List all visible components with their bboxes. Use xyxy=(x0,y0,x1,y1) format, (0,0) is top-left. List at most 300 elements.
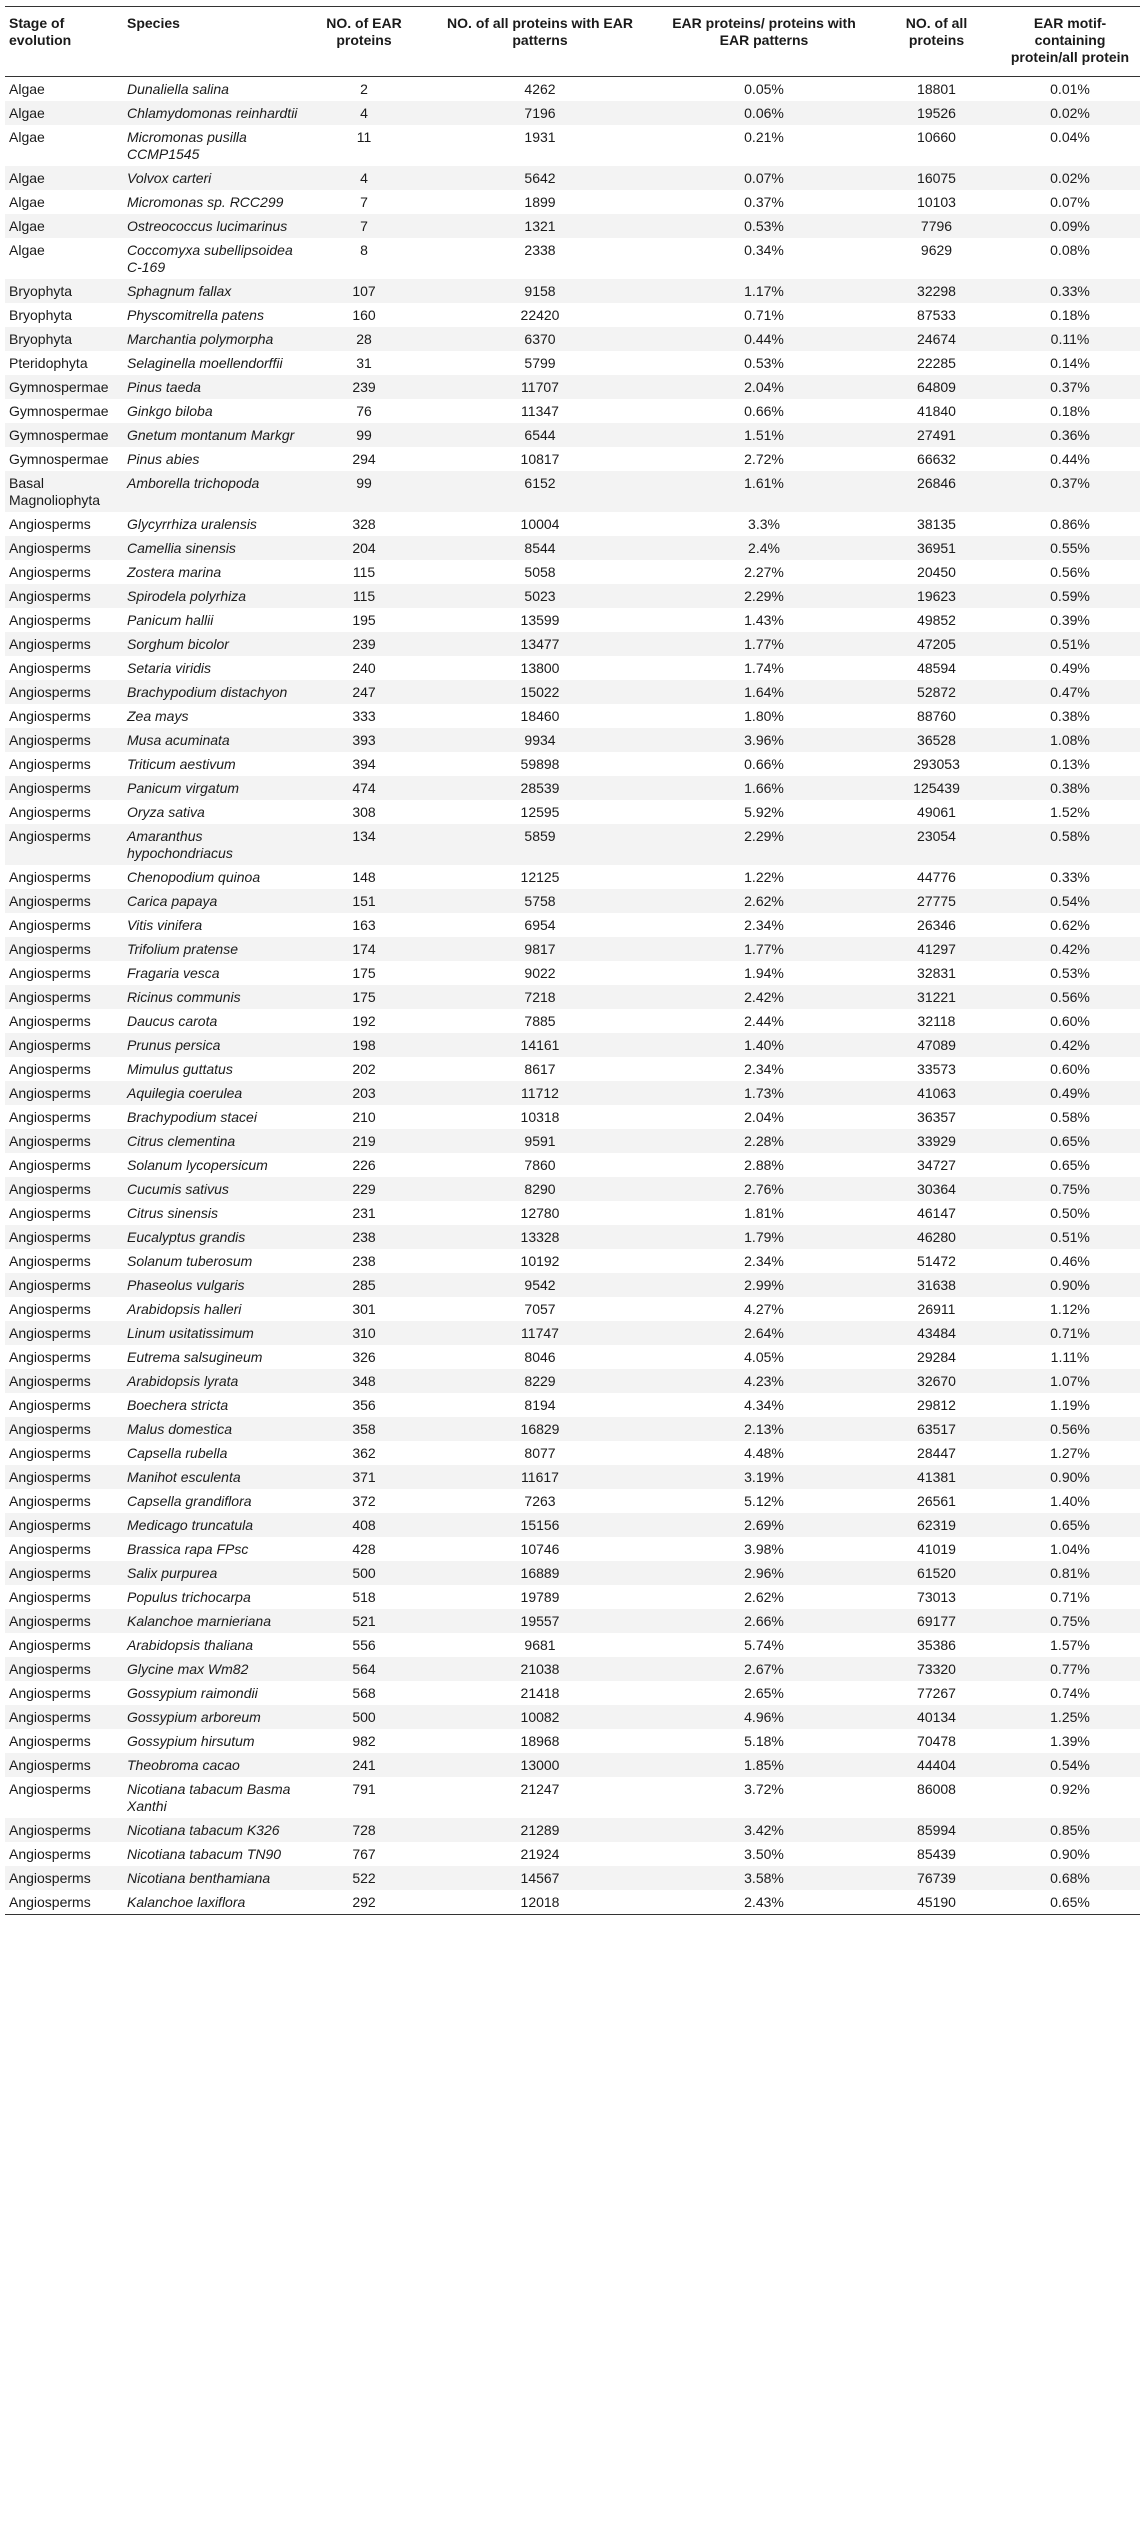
cell-ratio-all: 0.81% xyxy=(1000,1561,1140,1585)
cell-all-proteins: 87533 xyxy=(917,307,956,323)
table-row xyxy=(5,512,1140,536)
cell-all-proteins: 41840 xyxy=(917,403,956,419)
cell-species: Glycyrrhiza uralensis xyxy=(127,516,257,532)
cell-ear-proteins: 151 xyxy=(303,889,425,913)
cell-ratio-all: 0.18% xyxy=(1050,307,1090,323)
cell-ear-proteins: 238 xyxy=(352,1253,376,1269)
cell-all-proteins: 33573 xyxy=(917,1061,956,1077)
table-row xyxy=(5,584,1140,608)
cell-species: Populus trichocarpa xyxy=(127,1589,251,1605)
cell-species: Triticum aestivum xyxy=(127,756,236,772)
cell-stage: Angiosperms xyxy=(5,728,123,752)
cell-ear-proteins: 310 xyxy=(303,1321,425,1345)
cell-stage: Algae xyxy=(9,242,45,258)
table-row xyxy=(5,1033,1140,1057)
table-row xyxy=(5,1057,1140,1081)
cell-all-proteins: 52872 xyxy=(873,680,1000,704)
cell-all-proteins: 66632 xyxy=(917,451,956,467)
cell-ratio-all: 0.44% xyxy=(1050,451,1090,467)
table-row xyxy=(5,1153,1140,1177)
cell-all-proteins: 29284 xyxy=(917,1349,956,1365)
cell-proteins-with-ear-patterns: 21289 xyxy=(425,1818,655,1842)
cell-ratio-ear-patterns: 2.62% xyxy=(744,1589,784,1605)
cell-species: Spirodela polyrhiza xyxy=(123,584,303,608)
cell-all-proteins: 41019 xyxy=(917,1541,956,1557)
table-row xyxy=(5,327,1140,351)
cell-proteins-with-ear-patterns: 15156 xyxy=(425,1513,655,1537)
cell-species: Setaria viridis xyxy=(127,660,212,676)
cell-stage: Angiosperms xyxy=(9,965,91,981)
cell-all-proteins: 24674 xyxy=(873,327,1000,351)
cell-species: Gnetum montanum Markgr xyxy=(123,423,303,447)
cell-ratio-all: 1.12% xyxy=(1050,1301,1090,1317)
cell-ear-proteins: 203 xyxy=(303,1081,425,1105)
cell-stage: Angiosperms xyxy=(5,584,123,608)
cell-all-proteins: 10660 xyxy=(917,129,956,145)
table-row xyxy=(5,1273,1140,1297)
cell-ear-proteins: 107 xyxy=(303,279,425,303)
cell-stage: Pteridophyta xyxy=(9,355,88,371)
header-species: Species xyxy=(123,7,303,77)
cell-ratio-all: 0.62% xyxy=(1050,917,1090,933)
cell-all-proteins: 62319 xyxy=(873,1513,1000,1537)
header-ratio-ear-patterns: EAR proteins/ proteins with EAR patterns xyxy=(655,7,873,77)
cell-ratio-ear-patterns: 1.80% xyxy=(744,708,784,724)
table-row xyxy=(5,238,1140,279)
cell-stage: Angiosperms xyxy=(9,1637,91,1653)
table-row xyxy=(5,1681,1140,1705)
cell-ratio-ear-patterns: 3.98% xyxy=(744,1541,784,1557)
cell-ear-proteins: 500 xyxy=(303,1561,425,1585)
cell-ratio-ear-patterns: 5.18% xyxy=(744,1733,784,1749)
cell-ear-proteins: 292 xyxy=(303,1890,425,1915)
cell-all-proteins: 36951 xyxy=(873,536,1000,560)
table-row xyxy=(5,961,1140,985)
cell-proteins-with-ear-patterns: 10192 xyxy=(520,1253,560,1269)
cell-stage: Angiosperms xyxy=(5,937,123,961)
cell-ratio-all: 0.54% xyxy=(1000,1753,1140,1777)
cell-ratio-ear-patterns: 2.96% xyxy=(655,1561,873,1585)
cell-proteins-with-ear-patterns: 9817 xyxy=(425,937,655,961)
cell-ratio-all: 1.11% xyxy=(1050,1349,1090,1365)
cell-ear-proteins: 239 xyxy=(303,632,425,656)
cell-species: Arabidopsis halleri xyxy=(127,1301,242,1317)
cell-proteins-with-ear-patterns: 8194 xyxy=(524,1397,556,1413)
table-row xyxy=(5,1081,1140,1105)
cell-all-proteins: 293053 xyxy=(913,756,960,772)
cell-ear-proteins: 198 xyxy=(303,1033,425,1057)
cell-ear-proteins: 115 xyxy=(303,584,425,608)
table-row xyxy=(5,913,1140,937)
cell-proteins-with-ear-patterns: 7860 xyxy=(524,1157,556,1173)
cell-stage: Angiosperms xyxy=(5,680,123,704)
cell-species: Nicotiana tabacum TN90 xyxy=(127,1846,282,1862)
cell-all-proteins: 36528 xyxy=(873,728,1000,752)
cell-ratio-ear-patterns: 3.42% xyxy=(655,1818,873,1842)
cell-ratio-all: 0.42% xyxy=(1000,1033,1140,1057)
cell-stage: Angiosperms xyxy=(9,516,91,532)
cell-species: Fragaria vesca xyxy=(127,965,220,981)
cell-species: Theobroma cacao xyxy=(123,1753,303,1777)
cell-ratio-all: 0.86% xyxy=(1050,516,1090,532)
cell-stage: Angiosperms xyxy=(5,824,123,865)
cell-proteins-with-ear-patterns: 10746 xyxy=(520,1541,560,1557)
cell-species: Gossypium arboreum xyxy=(123,1705,303,1729)
cell-proteins-with-ear-patterns: 21038 xyxy=(425,1657,655,1681)
cell-proteins-with-ear-patterns: 6954 xyxy=(524,917,556,933)
cell-all-proteins: 36357 xyxy=(917,1109,956,1125)
cell-proteins-with-ear-patterns: 21418 xyxy=(520,1685,560,1701)
ear-protein-table xyxy=(5,6,1140,1915)
cell-ratio-ear-patterns: 3.58% xyxy=(655,1866,873,1890)
cell-ratio-all: 0.11% xyxy=(1000,327,1140,351)
cell-ratio-ear-patterns: 0.44% xyxy=(655,327,873,351)
cell-ear-proteins: 2 xyxy=(360,81,368,97)
cell-stage: Angiosperms xyxy=(9,1445,91,1461)
cell-ratio-all: 0.56% xyxy=(1000,1417,1140,1441)
cell-ear-proteins: 728 xyxy=(303,1818,425,1842)
cell-all-proteins: 70478 xyxy=(917,1733,956,1749)
cell-proteins-with-ear-patterns: 59898 xyxy=(520,756,560,772)
cell-ratio-all: 0.71% xyxy=(1050,1589,1090,1605)
cell-all-proteins: 63517 xyxy=(873,1417,1000,1441)
cell-ratio-ear-patterns: 0.34% xyxy=(744,242,784,258)
cell-all-proteins: 48594 xyxy=(917,660,956,676)
cell-ratio-all: 0.42% xyxy=(1000,937,1140,961)
cell-ratio-all: 0.75% xyxy=(1000,1177,1140,1201)
cell-species: Vitis vinifera xyxy=(127,917,203,933)
cell-proteins-with-ear-patterns: 13477 xyxy=(425,632,655,656)
cell-stage: Gymnospermae xyxy=(9,451,109,467)
cell-stage: Angiosperms xyxy=(5,1818,123,1842)
cell-stage: Angiosperms xyxy=(5,1561,123,1585)
table-row xyxy=(5,1297,1140,1321)
cell-proteins-with-ear-patterns: 11747 xyxy=(425,1321,655,1345)
cell-proteins-with-ear-patterns: 9934 xyxy=(425,728,655,752)
cell-ratio-ear-patterns: 1.74% xyxy=(744,660,784,676)
cell-ratio-ear-patterns: 0.66% xyxy=(744,756,784,772)
cell-ear-proteins: 328 xyxy=(352,516,376,532)
cell-ratio-all: 1.08% xyxy=(1000,728,1140,752)
cell-proteins-with-ear-patterns: 8046 xyxy=(524,1349,556,1365)
cell-ratio-ear-patterns: 5.92% xyxy=(744,804,784,820)
cell-ear-proteins: 372 xyxy=(352,1493,376,1509)
cell-all-proteins: 46147 xyxy=(917,1205,956,1221)
cell-stage: Gymnospermae xyxy=(9,403,109,419)
cell-ratio-all: 1.04% xyxy=(1050,1541,1090,1557)
cell-ratio-ear-patterns: 2.43% xyxy=(655,1890,873,1915)
cell-all-proteins: 20450 xyxy=(917,564,956,580)
cell-ratio-all: 0.85% xyxy=(1000,1818,1140,1842)
cell-all-proteins: 125439 xyxy=(873,776,1000,800)
cell-ratio-ear-patterns: 4.23% xyxy=(655,1369,873,1393)
cell-ratio-ear-patterns: 4.34% xyxy=(744,1397,784,1413)
cell-proteins-with-ear-patterns: 11712 xyxy=(425,1081,655,1105)
cell-ratio-all: 1.39% xyxy=(1050,1733,1090,1749)
cell-all-proteins: 49061 xyxy=(917,804,956,820)
cell-stage: Angiosperms xyxy=(9,1109,91,1125)
cell-proteins-with-ear-patterns: 14567 xyxy=(425,1866,655,1890)
cell-ratio-ear-patterns: 2.69% xyxy=(655,1513,873,1537)
cell-ratio-ear-patterns: 2.34% xyxy=(744,917,784,933)
cell-stage: Angiosperms xyxy=(9,1205,91,1221)
cell-ratio-ear-patterns: 1.64% xyxy=(655,680,873,704)
cell-stage: Angiosperms xyxy=(9,660,91,676)
cell-ratio-all: 0.58% xyxy=(1050,1109,1090,1125)
cell-species: Mimulus guttatus xyxy=(127,1061,233,1077)
cell-all-proteins: 47089 xyxy=(873,1033,1000,1057)
cell-proteins-with-ear-patterns: 8544 xyxy=(425,536,655,560)
cell-ratio-ear-patterns: 1.51% xyxy=(655,423,873,447)
cell-ear-proteins: 767 xyxy=(352,1846,376,1862)
cell-species: Phaseolus vulgaris xyxy=(123,1273,303,1297)
table-header xyxy=(5,7,1140,77)
cell-stage: Angiosperms xyxy=(9,1349,91,1365)
cell-proteins-with-ear-patterns: 16889 xyxy=(425,1561,655,1585)
cell-stage: Angiosperms xyxy=(5,1866,123,1890)
table-row xyxy=(5,800,1140,824)
cell-ratio-ear-patterns: 2.88% xyxy=(744,1157,784,1173)
table-row xyxy=(5,680,1140,704)
cell-ratio-all: 0.90% xyxy=(1050,1846,1090,1862)
cell-proteins-with-ear-patterns: 11347 xyxy=(521,403,559,419)
cell-ratio-ear-patterns: 2.04% xyxy=(655,375,873,399)
table-row xyxy=(5,1537,1140,1561)
cell-ratio-ear-patterns: 2.13% xyxy=(655,1417,873,1441)
cell-ratio-all: 0.07% xyxy=(1050,194,1090,210)
cell-all-proteins: 33929 xyxy=(873,1129,1000,1153)
cell-stage: Angiosperms xyxy=(9,1013,91,1029)
cell-ear-proteins: 7 xyxy=(303,214,425,238)
table-row xyxy=(5,214,1140,238)
cell-ratio-ear-patterns: 0.53% xyxy=(744,355,784,371)
cell-species: Zea mays xyxy=(127,708,189,724)
cell-ratio-all: 0.90% xyxy=(1000,1465,1140,1489)
table-row xyxy=(5,1441,1140,1465)
cell-ear-proteins: 394 xyxy=(352,756,376,772)
cell-all-proteins: 77267 xyxy=(917,1685,956,1701)
cell-ratio-all: 0.33% xyxy=(1050,869,1090,885)
cell-ratio-all: 0.53% xyxy=(1050,965,1090,981)
cell-ratio-ear-patterns: 1.79% xyxy=(655,1225,873,1249)
cell-ratio-all: 0.01% xyxy=(1050,81,1090,97)
cell-stage: Angiosperms xyxy=(9,1781,91,1797)
cell-proteins-with-ear-patterns: 5023 xyxy=(425,584,655,608)
table-row xyxy=(5,1729,1140,1753)
cell-proteins-with-ear-patterns: 5642 xyxy=(425,166,655,190)
cell-proteins-with-ear-patterns: 6152 xyxy=(425,471,655,512)
cell-species: Nicotiana benthamiana xyxy=(123,1866,303,1890)
cell-species: Citrus clementina xyxy=(123,1129,303,1153)
cell-proteins-with-ear-patterns: 5859 xyxy=(425,824,655,865)
cell-species: Aquilegia coerulea xyxy=(123,1081,303,1105)
cell-ear-proteins: 294 xyxy=(352,451,376,467)
cell-species: Linum usitatissimum xyxy=(123,1321,303,1345)
cell-ratio-all: 0.65% xyxy=(1050,1157,1090,1173)
cell-stage: Angiosperms xyxy=(9,869,91,885)
table-row xyxy=(5,1609,1140,1633)
cell-ratio-all: 0.56% xyxy=(1000,985,1140,1009)
cell-proteins-with-ear-patterns: 16829 xyxy=(425,1417,655,1441)
cell-proteins-with-ear-patterns: 5058 xyxy=(524,564,556,580)
cell-ratio-all: 1.07% xyxy=(1000,1369,1140,1393)
cell-species: Pinus taeda xyxy=(123,375,303,399)
cell-all-proteins: 23054 xyxy=(873,824,1000,865)
cell-ratio-all: 0.39% xyxy=(1050,612,1090,628)
cell-ratio-all: 0.54% xyxy=(1000,889,1140,913)
cell-ratio-ear-patterns: 1.77% xyxy=(655,937,873,961)
cell-ear-proteins: 240 xyxy=(352,660,376,676)
cell-all-proteins: 30364 xyxy=(873,1177,1000,1201)
cell-ratio-all: 1.27% xyxy=(1050,1445,1090,1461)
cell-species: Capsella grandiflora xyxy=(127,1493,252,1509)
cell-species: Camellia sinensis xyxy=(123,536,303,560)
cell-species: Marchantia polymorpha xyxy=(123,327,303,351)
cell-ratio-all: 0.74% xyxy=(1050,1685,1090,1701)
cell-ratio-ear-patterns: 0.21% xyxy=(744,129,784,145)
cell-stage: Angiosperms xyxy=(5,1321,123,1345)
cell-all-proteins: 47205 xyxy=(873,632,1000,656)
cell-ear-proteins: 285 xyxy=(303,1273,425,1297)
cell-stage: Angiosperms xyxy=(5,1369,123,1393)
table-row xyxy=(5,101,1140,125)
cell-all-proteins: 85439 xyxy=(917,1846,956,1862)
cell-ear-proteins: 308 xyxy=(352,804,376,820)
cell-stage: Angiosperms xyxy=(5,1129,123,1153)
cell-ear-proteins: 241 xyxy=(303,1753,425,1777)
cell-ratio-ear-patterns: 0.66% xyxy=(744,403,784,419)
cell-ratio-all: 0.37% xyxy=(1000,471,1140,512)
cell-proteins-with-ear-patterns: 10817 xyxy=(520,451,560,467)
cell-stage: Bryophyta xyxy=(5,279,123,303)
cell-ratio-all: 0.65% xyxy=(1000,1890,1140,1915)
cell-stage: Bryophyta xyxy=(9,307,73,323)
cell-ratio-all: 0.36% xyxy=(1000,423,1140,447)
cell-all-proteins: 27491 xyxy=(873,423,1000,447)
cell-ratio-all: 0.47% xyxy=(1000,680,1140,704)
cell-species: Nicotiana tabacum Basma Xanthi xyxy=(127,1781,291,1814)
cell-species: Volvox carteri xyxy=(123,166,303,190)
cell-ratio-all: 0.58% xyxy=(1000,824,1140,865)
cell-proteins-with-ear-patterns: 19557 xyxy=(425,1609,655,1633)
table-row xyxy=(5,1513,1140,1537)
cell-species: Boechera stricta xyxy=(127,1397,229,1413)
cell-proteins-with-ear-patterns: 6370 xyxy=(425,327,655,351)
cell-species: Gossypium raimondii xyxy=(127,1685,258,1701)
cell-ear-proteins: 356 xyxy=(352,1397,376,1413)
cell-stage: Angiosperms xyxy=(5,1465,123,1489)
cell-ratio-all: 0.59% xyxy=(1000,584,1140,608)
table-row xyxy=(5,190,1140,214)
table-body xyxy=(5,77,1140,1915)
table-row xyxy=(5,656,1140,680)
cell-stage: Algae xyxy=(5,214,123,238)
table-row xyxy=(5,423,1140,447)
cell-ratio-all: 0.51% xyxy=(1000,632,1140,656)
cell-stage: Algae xyxy=(5,166,123,190)
cell-ratio-all: 0.60% xyxy=(1050,1013,1090,1029)
table-row xyxy=(5,1345,1140,1369)
cell-species: Prunus persica xyxy=(123,1033,303,1057)
cell-ratio-all: 0.56% xyxy=(1050,564,1090,580)
table-row xyxy=(5,1561,1140,1585)
cell-all-proteins: 44404 xyxy=(873,1753,1000,1777)
cell-proteins-with-ear-patterns: 8077 xyxy=(524,1445,556,1461)
cell-ear-proteins: 326 xyxy=(352,1349,376,1365)
cell-ear-proteins: 333 xyxy=(352,708,376,724)
cell-ear-proteins: 229 xyxy=(303,1177,425,1201)
cell-species: Trifolium pratense xyxy=(123,937,303,961)
table-row xyxy=(5,1866,1140,1890)
header-ear-proteins: NO. of EAR proteins xyxy=(303,7,425,77)
cell-proteins-with-ear-patterns: 9542 xyxy=(425,1273,655,1297)
cell-proteins-with-ear-patterns: 12125 xyxy=(520,869,560,885)
table-row xyxy=(5,1321,1140,1345)
table-row xyxy=(5,1417,1140,1441)
table-row xyxy=(5,608,1140,632)
cell-all-proteins: 29812 xyxy=(917,1397,956,1413)
cell-stage: Angiosperms xyxy=(9,1493,91,1509)
cell-stage: Angiosperms xyxy=(5,1177,123,1201)
cell-ear-proteins: 568 xyxy=(352,1685,376,1701)
table-row xyxy=(5,1489,1140,1513)
cell-proteins-with-ear-patterns: 1321 xyxy=(425,214,655,238)
cell-all-proteins: 19623 xyxy=(873,584,1000,608)
cell-proteins-with-ear-patterns: 13000 xyxy=(425,1753,655,1777)
cell-ratio-all: 0.37% xyxy=(1000,375,1140,399)
cell-species: Cucumis sativus xyxy=(123,1177,303,1201)
cell-ratio-ear-patterns: 1.43% xyxy=(744,612,784,628)
cell-proteins-with-ear-patterns: 12595 xyxy=(520,804,560,820)
cell-stage: Angiosperms xyxy=(5,985,123,1009)
cell-proteins-with-ear-patterns: 1899 xyxy=(524,194,556,210)
cell-all-proteins: 64809 xyxy=(873,375,1000,399)
table-row xyxy=(5,1129,1140,1153)
cell-proteins-with-ear-patterns: 7885 xyxy=(524,1013,556,1029)
cell-proteins-with-ear-patterns: 10318 xyxy=(520,1109,560,1125)
cell-ratio-all: 1.19% xyxy=(1050,1397,1090,1413)
table-row xyxy=(5,1705,1140,1729)
cell-stage: Angiosperms xyxy=(5,1753,123,1777)
cell-ratio-ear-patterns: 2.67% xyxy=(655,1657,873,1681)
cell-stage: Algae xyxy=(5,101,123,125)
cell-species: Citrus sinensis xyxy=(127,1205,219,1221)
cell-stage: Angiosperms xyxy=(5,1609,123,1633)
cell-species: Pinus abies xyxy=(127,451,200,467)
cell-ear-proteins: 239 xyxy=(303,375,425,399)
table-row xyxy=(5,1393,1140,1417)
cell-all-proteins: 31638 xyxy=(873,1273,1000,1297)
cell-proteins-with-ear-patterns: 18968 xyxy=(520,1733,560,1749)
cell-ratio-ear-patterns: 1.22% xyxy=(744,869,784,885)
header-stage: Stage of evolution xyxy=(5,7,123,77)
cell-proteins-with-ear-patterns: 7196 xyxy=(425,101,655,125)
cell-all-proteins: 40134 xyxy=(873,1705,1000,1729)
cell-species: Arabidopsis thaliana xyxy=(127,1637,254,1653)
cell-ear-proteins: 564 xyxy=(303,1657,425,1681)
cell-all-proteins: 41063 xyxy=(873,1081,1000,1105)
cell-all-proteins: 85994 xyxy=(873,1818,1000,1842)
cell-ear-proteins: 163 xyxy=(352,917,376,933)
cell-all-proteins: 34727 xyxy=(917,1157,956,1173)
cell-ratio-all: 0.55% xyxy=(1000,536,1140,560)
cell-ear-proteins: 518 xyxy=(352,1589,376,1605)
cell-all-proteins: 76739 xyxy=(873,1866,1000,1890)
cell-ear-proteins: 175 xyxy=(303,985,425,1009)
cell-proteins-with-ear-patterns: 18460 xyxy=(520,708,560,724)
table-row xyxy=(5,937,1140,961)
cell-ratio-ear-patterns: 2.72% xyxy=(744,451,784,467)
